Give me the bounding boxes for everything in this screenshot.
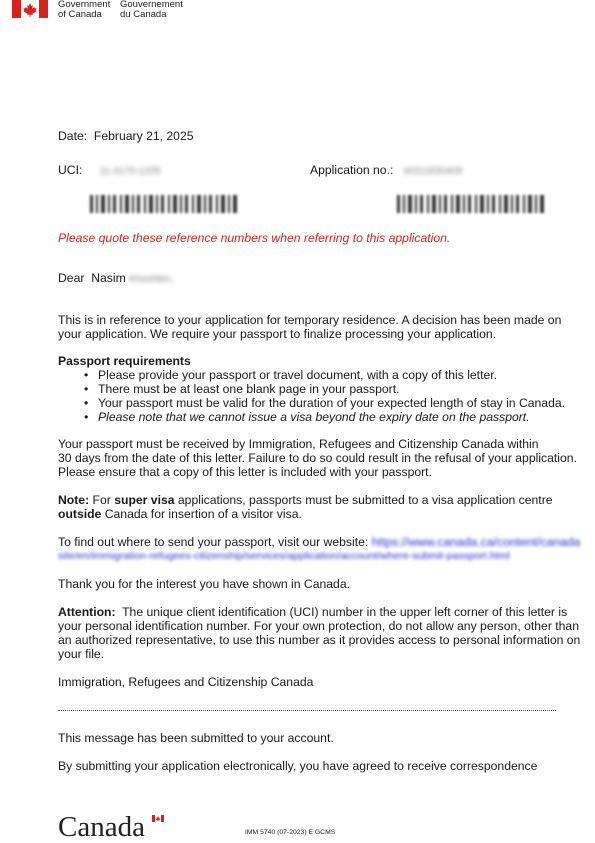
website-link[interactable]: https://www.canada.ca/content/canada: [371, 535, 581, 549]
salutation: Dear Nasim Khoshbin,: [58, 271, 174, 285]
application-value: W311830409: [403, 166, 463, 177]
canada-wordmark: Canada: [58, 811, 145, 843]
list-item: • Please note that we cannot issue a visa beyond the expiry date on the passport.: [84, 410, 565, 424]
recipient-surname: Khoshbin,: [129, 274, 174, 285]
requirements-list: [84, 368, 565, 424]
note-paragraph: Note: For super visa applications, passports must be submitted to a visa application centre outside Canada for insertion of a visitor visa.: [58, 493, 553, 521]
website-link-continued[interactable]: site/en/immigration-refugees-citizenship/services/application/account/where-submit-passport.html: [58, 550, 510, 562]
date-value: February 21, 2025: [93, 129, 194, 143]
dotted-divider: [58, 710, 556, 711]
uci-value: 11-4170-1205: [99, 166, 161, 177]
wordmark-flag-icon: [152, 815, 164, 822]
website-paragraph: To find out where to send your passport, visit our website: https://www.canada.ca/content/canada site/en/immigration-refugees-citizenship/services/application/account/where-submit-passport.html: [58, 535, 581, 562]
date-line: Date: February 21, 2025: [58, 129, 194, 143]
attention-paragraph: Attention: The unique client identification (UCI) number in the upper left corner of this letter is your personal identification number. For your own protection, do not allow any person, other than an authorized representative, to use this number as it provides access to personal information on your file.: [58, 605, 581, 661]
quote-notice: Please quote these reference numbers when referring to this application.: [58, 231, 451, 245]
list-item: • Please provide your passport or travel document, with a copy of this letter.: [84, 368, 565, 382]
submitted-line: This message has been submitted to your account.: [58, 731, 334, 745]
passport-requirements-heading: Passport requirements: [58, 354, 191, 368]
thanks-line: Thank you for the interest you have shown in Canada.: [58, 577, 351, 591]
uci-barcode: [90, 195, 240, 213]
application-line: Application no.: W311830409: [310, 163, 463, 177]
signature-line: Immigration, Refugees and Citizenship Canada: [58, 675, 314, 689]
list-item: • There must be at least one blank page in your passport.: [84, 382, 565, 396]
list-item: • Your passport must be valid for the duration of your expected length of stay in Canada.: [84, 396, 565, 410]
uci-line: UCI: 11-4170-1205: [58, 163, 161, 177]
agreement-line: By submitting your application electronically, you have agreed to receive correspondence: [58, 759, 538, 773]
gouvernement-du-canada-label: Gouvernement du Canada: [120, 0, 183, 20]
government-of-canada-label: Government of Canada: [58, 0, 111, 20]
canada-flag-icon: [12, 0, 48, 18]
received-paragraph: Your passport must be received by Immigration, Refugees and Citizenship Canada within 30 days from the date of this letter. Failure to do so could result in the refusal of your application. Please ensure that a copy of this letter is included with your passport.: [58, 437, 577, 479]
application-barcode: [397, 195, 547, 213]
intro-paragraph: This is in reference to your application for temporary residence. A decision has been made on your application. We require your passport to finalize processing your application.: [58, 313, 562, 341]
form-code: IMM 5740 (07-2023) E GCMS: [245, 829, 336, 836]
